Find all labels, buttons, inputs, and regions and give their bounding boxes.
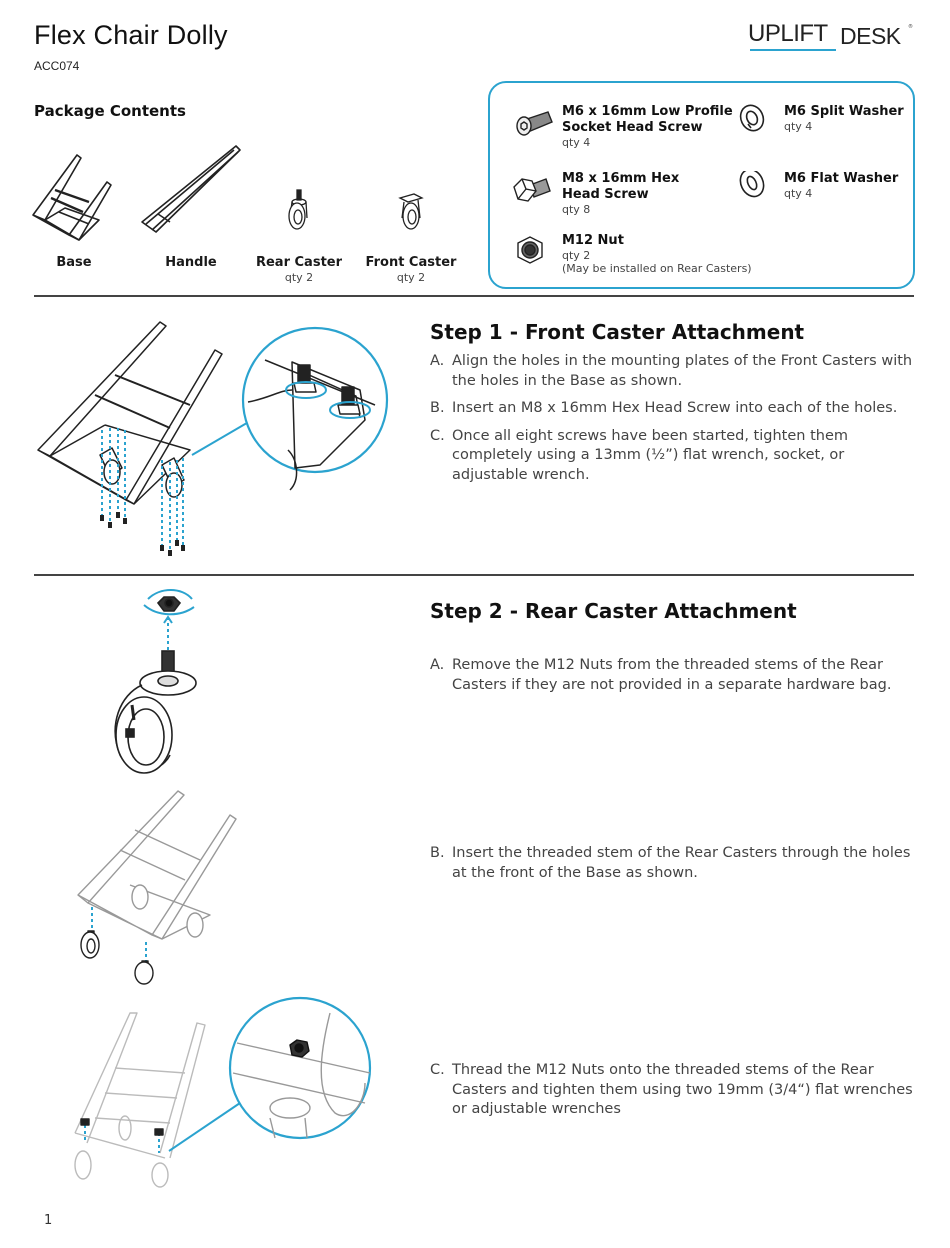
instruction-text: Thread the M12 Nuts onto the threaded stems of the Rear Casters and tighten them using two 19mm (3/4“) flat wrenches or adjustable wrenches [452,1062,913,1117]
document-title: Flex Chair Dolly [34,20,228,50]
part-label: Front Caster [365,255,457,270]
page-number: 1 [44,1213,53,1228]
hardware-qty: qty 4 [562,136,591,149]
hardware-name: M6 x 16mm Low Profile Socket Head Screw qty 4 [562,104,733,149]
step1-illustration [30,310,400,560]
front-caster-icon [356,140,466,250]
hardware-split-washer [732,104,912,148]
uplift-desk-logo [748,20,918,52]
part-label: Handle [165,255,217,270]
instruction-letter: B. [430,845,445,861]
handle-frame-icon [136,140,246,250]
hardware-note: (May be installed on Rear Casters) [562,262,752,275]
section-divider [34,295,914,297]
flat-washer-icon [732,171,776,215]
step-2-title: Step 2 - Rear Caster Attachment [430,599,797,623]
step-2-instruction-c [430,1061,920,1128]
hardware-flat-washer [732,171,912,215]
socket-screw-icon [510,104,554,148]
part-qty: qty 2 [396,271,426,284]
instruction-item [430,1061,920,1120]
section-divider [34,574,914,576]
step2b-illustration [70,785,250,985]
hardware-name: M6 Flat Washer qty 4 [784,171,899,200]
instruction-text: Insert an M8 x 16mm Hex Head Screw into each of the holes. [452,400,898,416]
instruction-item [430,427,920,486]
instruction-item [430,399,920,419]
hardware-socket-screw [510,104,740,154]
step-2-instruction-a [430,656,920,703]
hardware-nut [510,233,770,283]
step2c-illustration [65,993,375,1188]
hardware-qty: qty 8 [562,203,591,216]
hex-screw-icon [510,171,554,215]
step2a-illustration [100,585,240,775]
logo-word-desk: DESK [840,23,901,49]
part-handle [136,140,246,271]
instruction-letter: C. [430,1062,445,1078]
instruction-item [430,352,920,391]
part-base [19,140,129,271]
hardware-name: M8 x 16mm Hex Head Screw qty 8 [562,171,680,216]
step-2-instruction-b [430,844,920,891]
step-1-title: Step 1 - Front Caster Attachment [430,320,805,344]
instruction-letter: A. [430,353,445,369]
package-contents-heading: Package Contents [34,102,186,120]
instruction-item [430,844,920,883]
registered-mark: ® [908,24,913,30]
instruction-letter: C. [430,427,445,444]
instruction-text: Remove the M12 Nuts from the threaded stems of the Rear Casters if they are not provided in a separate hardware bag. [452,657,892,693]
step-1-instructions [430,352,920,493]
logo-word-uplift: UPLIFT [748,20,828,47]
hardware-name: M6 Split Washer qty 4 [784,104,904,133]
part-front-caster [356,140,466,284]
base-frame-icon [19,140,129,250]
nut-icon [510,233,554,277]
instruction-text: Insert the threaded stem of the Rear Casters through the holes at the front of the Base as shown. [452,845,911,881]
hardware-hex-screw [510,171,740,221]
product-sku: ACC074 [34,59,80,73]
hardware-qty: qty 2 [562,249,591,262]
hardware-qty: qty 4 [784,187,813,200]
instruction-text: Align the holes in the mounting plates of the Front Casters with the holes in the Base as shown. [452,353,913,389]
instruction-letter: B. [430,400,445,416]
part-label: Rear Caster [255,255,343,270]
split-washer-icon [732,104,776,148]
hardware-name: M12 Nut qty 2 (May be installed on Rear Casters) [562,233,752,275]
hardware-qty: qty 4 [784,120,813,133]
instruction-text: Once all eight screws have been started, tighten them completely using a 13mm (½”) flat wrench, socket, or adjustable wrench. [452,427,848,483]
instruction-item [430,656,920,695]
part-rear-caster [244,140,354,284]
part-qty: qty 2 [284,271,314,284]
logo-underline [750,49,836,51]
instruction-letter: A. [430,657,445,673]
part-label: Base [56,255,92,270]
rear-caster-icon [244,140,354,250]
